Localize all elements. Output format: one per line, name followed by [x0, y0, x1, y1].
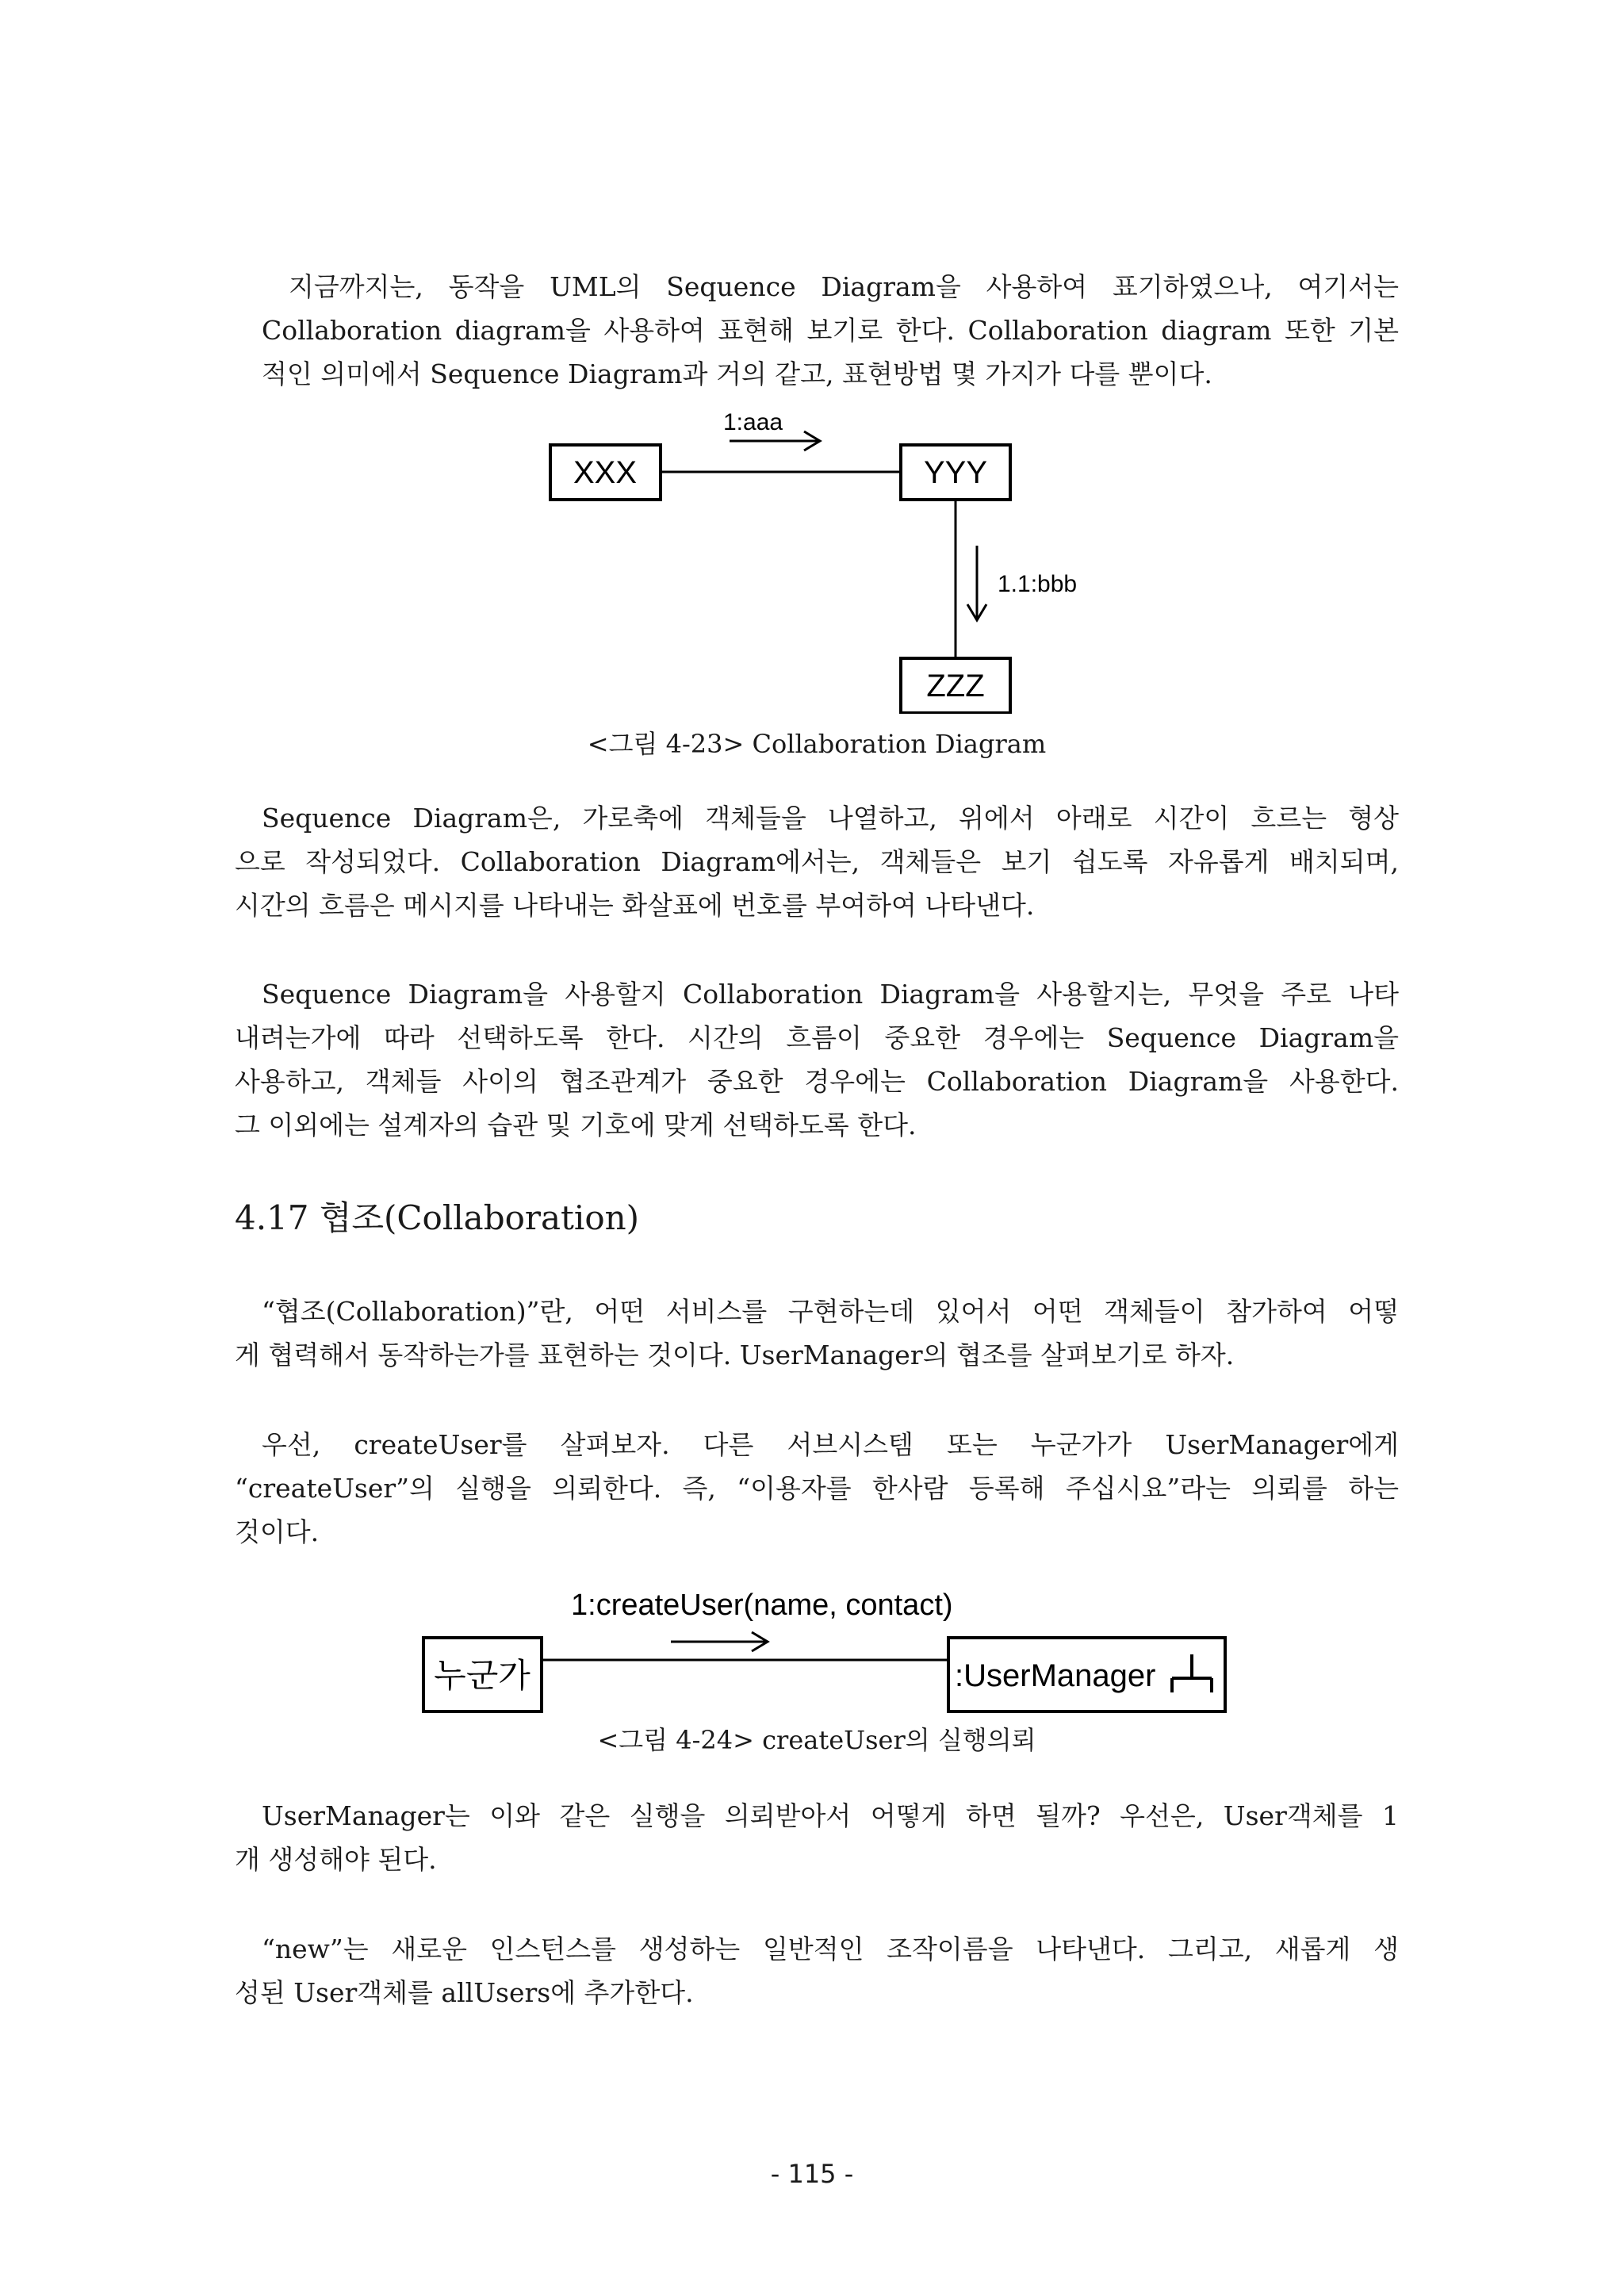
object-box-someone	[423, 1638, 542, 1711]
collaboration-diagram-figure	[539, 404, 1110, 714]
paragraph-line: “협조(Collaboration)”란, 어떤 서비스를 구현하는데 있어서 어떤 객체들이 참가하여 어떻	[262, 1296, 1399, 1327]
paragraph-2	[235, 796, 1399, 927]
object-box-xxx	[550, 445, 661, 500]
paragraph-6	[235, 1794, 1399, 1881]
object-label-yyy: YYY	[923, 455, 988, 490]
object-box-yyy	[901, 445, 1010, 500]
paragraph-line: 내려는가에 따라 선택하도록 한다. 시간의 흐름이 중요한 경우에는 Sequence Diagram을	[235, 1022, 1399, 1053]
paragraph-line: “new”는 새로운 인스턴스를 생성하는 일반적인 조작이름을 나타낸다. 그리고, 새롭게 생	[262, 1934, 1399, 1964]
object-box-zzz	[901, 658, 1010, 713]
message-bbb	[967, 546, 1077, 620]
figure-caption-4-23: <그림 4-23> Collaboration Diagram	[587, 729, 1047, 759]
paragraph-3	[235, 972, 1399, 1147]
paragraph-line: Collaboration diagram을 사용하여 표현해 보기로 한다. Collaboration diagram 또한 기본	[262, 315, 1399, 346]
paragraph-line: 시간의 흐름은 메시지를 나타내는 화살표에 번호를 부여하여 나타낸다.	[235, 890, 1035, 921]
object-label-xxx: XXX	[573, 455, 638, 490]
object-label-someone: 누군가	[434, 1656, 530, 1695]
paragraph-line: UserManager는 이와 같은 실행을 의뢰받아서 어떻게 하면 될까? 우선은, User객체를 1	[262, 1800, 1399, 1831]
create-user-diagram-figure	[412, 1578, 1237, 1713]
paragraph-4	[235, 1290, 1399, 1377]
message-label-bbb: 1.1:bbb	[998, 571, 1078, 597]
paragraph-line: 사용하고, 객체들 사이의 협조관계가 중요한 경우에는 Collaboration Diagram을 사용한다.	[235, 1066, 1399, 1097]
paragraph-line: 그 이외에는 설계자의 습관 및 기호에 맞게 선택하도록 한다.	[235, 1110, 917, 1140]
paragraph-7	[235, 1927, 1399, 2014]
paragraph-line: 지금까지는, 동작을 UML의 Sequence Diagram을 사용하여 표기하였으나, 여기서는	[289, 271, 1399, 302]
object-box-usermanager	[948, 1638, 1225, 1711]
paragraph-line: 개 생성해야 된다.	[235, 1844, 437, 1875]
intro-paragraph	[235, 265, 1399, 396]
object-label-usermanager: :UserManager	[955, 1658, 1156, 1693]
paragraph-line: 게 협력해서 동작하는가를 표현하는 것이다. UserManager의 협조를 살펴보기로 하자.	[235, 1340, 1235, 1370]
paragraph-line: “createUser”의 실행을 의뢰한다. 즉, “이용자를 한사람 등록해 주십시요”라는 의뢰를 하는	[235, 1473, 1399, 1504]
message-aaa	[723, 409, 820, 450]
paragraph-line: 성된 User객체를 allUsers에 추가한다.	[235, 1977, 694, 2008]
message-label-create-user: 1:createUser(name, contact)	[571, 1589, 953, 1622]
message-label-aaa: 1:aaa	[723, 409, 783, 435]
paragraph-line: 적인 의미에서 Sequence Diagram과 거의 같고, 표현방법 몇 가지가 다를 뿐이다.	[262, 358, 1212, 389]
paragraph-line: Sequence Diagram은, 가로축에 객체들을 나열하고, 위에서 아래로 시간이 흐르는 형상	[262, 803, 1399, 834]
paragraph-line: 것이다.	[235, 1516, 320, 1547]
figure-caption-4-24: <그림 4-24> createUser의 실행의뢰	[597, 1725, 1036, 1755]
paragraph-line: Sequence Diagram을 사용할지 Collaboration Diagram을 사용할지는, 무엇을 주로 나타	[262, 979, 1399, 1010]
paragraph-line: 으로 작성되었다. Collaboration Diagram에서는, 객체들은 보기 쉽도록 자유롭게 배치되며,	[235, 846, 1399, 877]
paragraph-line: 우선, createUser를 살펴보자. 다른 서브시스템 또는 누군가가 UserManager에게	[262, 1429, 1399, 1460]
paragraph-5	[235, 1423, 1399, 1554]
object-label-zzz: ZZZ	[926, 669, 985, 703]
section-heading: 4.17 협조(Collaboration)	[235, 1198, 640, 1237]
page-number: - 115 -	[770, 2159, 854, 2189]
